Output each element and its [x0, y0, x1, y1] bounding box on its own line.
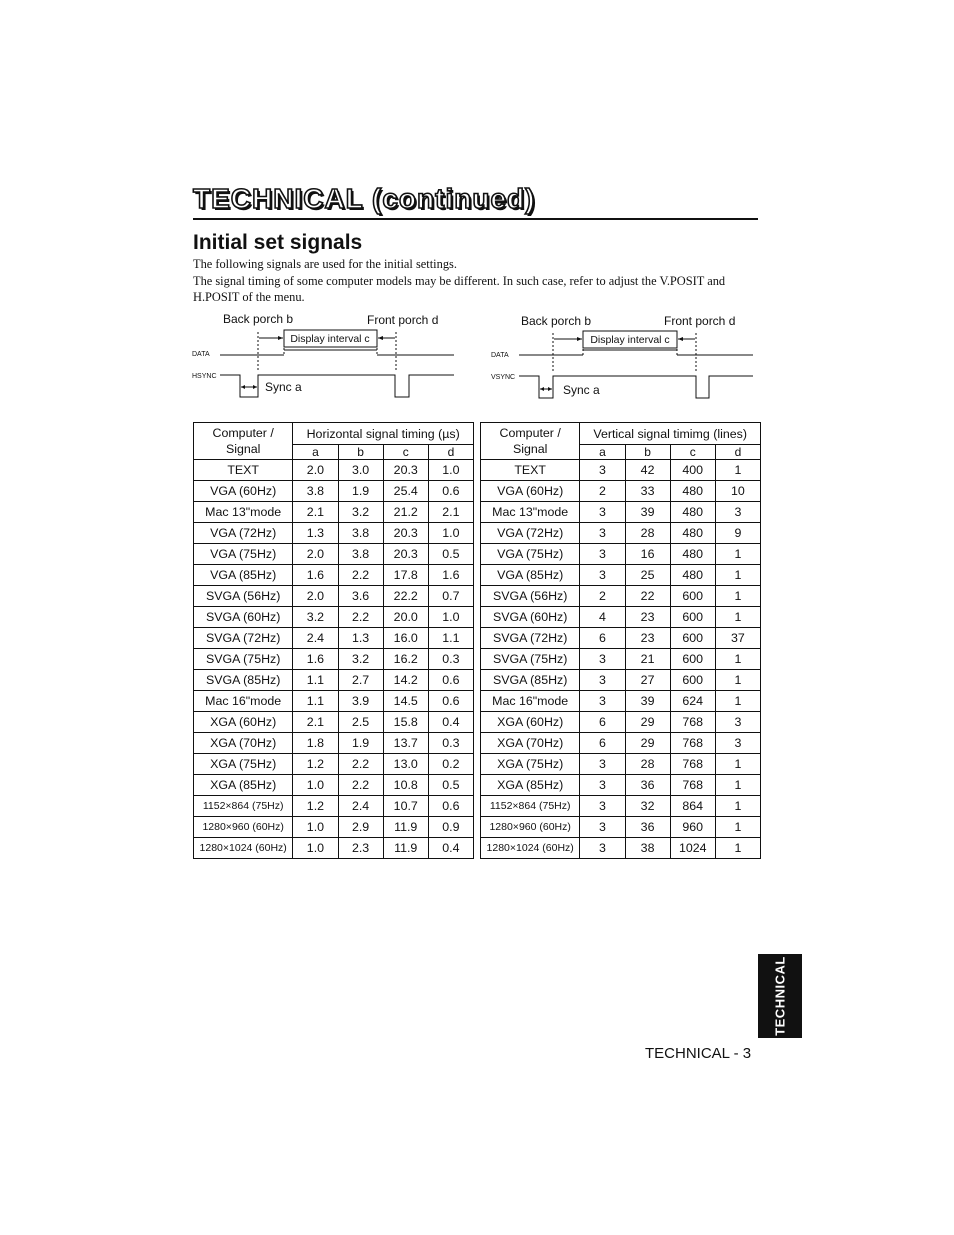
- table-row: [194, 775, 474, 796]
- timing-value-cell-c: 13.0: [383, 754, 428, 775]
- timing-value-cell-c: 20.0: [383, 607, 428, 628]
- timing-value-cell-a: 3: [580, 691, 625, 712]
- signal-name-cell: SVGA (56Hz): [194, 586, 293, 607]
- timing-value-cell-c: 22.2: [383, 586, 428, 607]
- timing-value-cell-b: 3.8: [338, 523, 383, 544]
- signal-name-cell: XGA (75Hz): [194, 754, 293, 775]
- intro-text: [193, 256, 753, 306]
- timing-value-cell-c: 600: [670, 586, 715, 607]
- signal-name-cell: 1280×960 (60Hz): [194, 817, 293, 838]
- timing-value-cell-a: 2.0: [293, 460, 338, 481]
- timing-value-cell-c: 480: [670, 523, 715, 544]
- timing-value-cell-d: 1.0: [428, 460, 473, 481]
- table-row: [194, 607, 474, 628]
- timing-value-cell-d: 0.5: [428, 775, 473, 796]
- table-row: [481, 691, 761, 712]
- column-header-d: d: [715, 445, 760, 460]
- signal-name-cell: 1280×1024 (60Hz): [481, 838, 580, 859]
- back-porch-label: Back porch b: [521, 314, 592, 328]
- timing-value-cell-c: 16.2: [383, 649, 428, 670]
- timing-value-cell-b: 38: [625, 838, 670, 859]
- table-row: [481, 670, 761, 691]
- timing-value-cell-b: 22: [625, 586, 670, 607]
- timing-value-cell-c: 600: [670, 649, 715, 670]
- timing-value-cell-c: 480: [670, 502, 715, 523]
- timing-value-cell-d: 1: [715, 817, 760, 838]
- signal-name-cell: TEXT: [481, 460, 580, 481]
- intro-line-1: The following signals are used for the initial settings.: [193, 257, 457, 271]
- signal-name-cell: SVGA (72Hz): [194, 628, 293, 649]
- signal-name-cell: Mac 13"mode: [481, 502, 580, 523]
- timing-value-cell-b: 33: [625, 481, 670, 502]
- timing-value-cell-b: 16: [625, 544, 670, 565]
- timing-value-cell-c: 400: [670, 460, 715, 481]
- signal-name-cell: 1280×1024 (60Hz): [194, 838, 293, 859]
- timing-value-cell-d: 0.2: [428, 754, 473, 775]
- table-row: [194, 817, 474, 838]
- timing-value-cell-d: 1: [715, 586, 760, 607]
- timing-value-cell-b: 2.2: [338, 565, 383, 586]
- table-row: [194, 733, 474, 754]
- table-row: [481, 544, 761, 565]
- timing-value-cell-a: 1.2: [293, 754, 338, 775]
- timing-value-cell-b: 25: [625, 565, 670, 586]
- signal-name-cell: SVGA (72Hz): [481, 628, 580, 649]
- timing-value-cell-c: 13.7: [383, 733, 428, 754]
- timing-value-cell-b: 3.6: [338, 586, 383, 607]
- vertical-timing-table: [480, 422, 761, 859]
- timing-value-cell-c: 624: [670, 691, 715, 712]
- timing-value-cell-d: 1: [715, 649, 760, 670]
- timing-value-cell-c: 1024: [670, 838, 715, 859]
- signal-name-cell: 1280×960 (60Hz): [481, 817, 580, 838]
- timing-value-cell-d: 0.7: [428, 586, 473, 607]
- timing-value-cell-b: 28: [625, 754, 670, 775]
- timing-value-cell-d: 1.1: [428, 628, 473, 649]
- table-row: [194, 523, 474, 544]
- table-row: [194, 670, 474, 691]
- display-interval-label: Display interval c: [590, 334, 670, 346]
- signal-name-cell: VGA (75Hz): [194, 544, 293, 565]
- signal-name-cell: Mac 13"mode: [194, 502, 293, 523]
- table-row: [481, 481, 761, 502]
- signal-name-cell: XGA (60Hz): [481, 712, 580, 733]
- timing-value-cell-c: 11.9: [383, 838, 428, 859]
- column-header-c: c: [383, 445, 428, 460]
- table-row: [481, 775, 761, 796]
- table-row: [194, 754, 474, 775]
- timing-value-cell-c: 16.0: [383, 628, 428, 649]
- timing-value-cell-d: 0.4: [428, 838, 473, 859]
- timing-value-cell-d: 1: [715, 775, 760, 796]
- column-header-d: d: [428, 445, 473, 460]
- section-title: Initial set signals: [193, 231, 363, 254]
- column-header-c: c: [670, 445, 715, 460]
- table-row: [194, 460, 474, 481]
- intro-line-2: The signal timing of some computer models may be different. In such case, refer to adjust the V.POSIT and H.POSIT of the menu.: [193, 273, 726, 304]
- timing-value-cell-b: 3.9: [338, 691, 383, 712]
- timing-value-cell-c: 20.3: [383, 544, 428, 565]
- front-porch-label: Front porch d: [367, 313, 439, 327]
- back-porch-label: Back porch b: [223, 312, 294, 326]
- timing-value-cell-c: 10.7: [383, 796, 428, 817]
- timing-value-cell-c: 600: [670, 670, 715, 691]
- timing-value-cell-a: 1.6: [293, 649, 338, 670]
- signal-name-cell: SVGA (60Hz): [194, 607, 293, 628]
- signal-name-cell: SVGA (85Hz): [481, 670, 580, 691]
- table-row: [481, 460, 761, 481]
- timing-value-cell-a: 3.8: [293, 481, 338, 502]
- column-header-b: b: [338, 445, 383, 460]
- vertical-timing-diagram: [489, 311, 764, 406]
- signal-name-cell: SVGA (85Hz): [194, 670, 293, 691]
- vsync-signal-label: VSYNC: [491, 374, 516, 381]
- table-row: [194, 586, 474, 607]
- timing-value-cell-b: 21: [625, 649, 670, 670]
- timing-value-cell-a: 3: [580, 754, 625, 775]
- data-signal-label: DATA: [192, 351, 210, 358]
- timing-value-cell-a: 1.1: [293, 691, 338, 712]
- table-row: [481, 649, 761, 670]
- timing-value-cell-d: 0.3: [428, 733, 473, 754]
- timing-value-cell-a: 3: [580, 649, 625, 670]
- sync-caption-label: Sync a: [265, 380, 302, 394]
- timing-value-cell-b: 1.3: [338, 628, 383, 649]
- section-side-tab: [758, 954, 802, 1038]
- timing-value-cell-d: 1: [715, 565, 760, 586]
- timing-value-cell-a: 3: [580, 502, 625, 523]
- table-row: [481, 838, 761, 859]
- table-row: [194, 502, 474, 523]
- signal-name-cell: VGA (60Hz): [194, 481, 293, 502]
- timing-value-cell-c: 600: [670, 607, 715, 628]
- table-row: [481, 523, 761, 544]
- signal-name-cell: 1152×864 (75Hz): [481, 796, 580, 817]
- timing-value-cell-a: 1.2: [293, 796, 338, 817]
- timing-value-cell-d: 1: [715, 544, 760, 565]
- timing-value-cell-d: 0.6: [428, 796, 473, 817]
- timing-value-cell-d: 37: [715, 628, 760, 649]
- timing-value-cell-d: 1: [715, 670, 760, 691]
- timing-value-cell-a: 1.8: [293, 733, 338, 754]
- timing-value-cell-a: 1.0: [293, 775, 338, 796]
- timing-value-cell-d: 2.1: [428, 502, 473, 523]
- timing-value-cell-c: 480: [670, 544, 715, 565]
- timing-group-header: Horizontal signal timing (µs): [293, 423, 474, 445]
- timing-value-cell-b: 32: [625, 796, 670, 817]
- signal-name-cell: SVGA (56Hz): [481, 586, 580, 607]
- timing-value-cell-c: 17.8: [383, 565, 428, 586]
- timing-value-cell-c: 960: [670, 817, 715, 838]
- timing-value-cell-a: 3: [580, 565, 625, 586]
- timing-value-cell-d: 1.0: [428, 523, 473, 544]
- timing-value-cell-a: 6: [580, 712, 625, 733]
- signal-name-cell: XGA (70Hz): [194, 733, 293, 754]
- timing-value-cell-c: 864: [670, 796, 715, 817]
- timing-value-cell-c: 768: [670, 775, 715, 796]
- timing-value-cell-d: 1.0: [428, 607, 473, 628]
- signal-column-header: Computer / Signal: [481, 423, 580, 460]
- timing-value-cell-a: 1.0: [293, 817, 338, 838]
- timing-value-cell-b: 39: [625, 502, 670, 523]
- front-porch-label: Front porch d: [664, 314, 736, 328]
- timing-value-cell-d: 3: [715, 502, 760, 523]
- header-rule: [193, 218, 758, 220]
- timing-value-cell-b: 1.9: [338, 733, 383, 754]
- signal-name-cell: SVGA (75Hz): [194, 649, 293, 670]
- table-row: [194, 628, 474, 649]
- timing-value-cell-b: 3.8: [338, 544, 383, 565]
- timing-value-cell-a: 3: [580, 838, 625, 859]
- table-row: [481, 754, 761, 775]
- timing-value-cell-d: 1.6: [428, 565, 473, 586]
- timing-value-cell-c: 480: [670, 481, 715, 502]
- timing-value-cell-a: 3: [580, 796, 625, 817]
- side-tab-label: TECHNICAL: [772, 956, 788, 1036]
- timing-value-cell-b: 42: [625, 460, 670, 481]
- timing-value-cell-b: 23: [625, 628, 670, 649]
- table-row: [481, 502, 761, 523]
- table-row: [481, 565, 761, 586]
- signal-name-cell: VGA (75Hz): [481, 544, 580, 565]
- timing-value-cell-d: 3: [715, 712, 760, 733]
- timing-value-cell-d: 9: [715, 523, 760, 544]
- timing-value-cell-c: 480: [670, 565, 715, 586]
- column-header-a: a: [580, 445, 625, 460]
- timing-value-cell-a: 2: [580, 586, 625, 607]
- signal-name-cell: SVGA (60Hz): [481, 607, 580, 628]
- table-row: [194, 481, 474, 502]
- table-row: [481, 586, 761, 607]
- timing-value-cell-a: 3: [580, 817, 625, 838]
- timing-value-cell-a: 1.6: [293, 565, 338, 586]
- timing-value-cell-b: 29: [625, 712, 670, 733]
- timing-value-cell-b: 23: [625, 607, 670, 628]
- timing-value-cell-d: 0.4: [428, 712, 473, 733]
- timing-value-cell-b: 29: [625, 733, 670, 754]
- data-signal-label: DATA: [491, 352, 509, 359]
- table-row: [481, 796, 761, 817]
- timing-value-cell-c: 14.2: [383, 670, 428, 691]
- timing-value-cell-b: 3.0: [338, 460, 383, 481]
- horizontal-timing-diagram: [190, 310, 465, 405]
- table-row: [481, 628, 761, 649]
- table-row: [194, 565, 474, 586]
- timing-value-cell-c: 600: [670, 628, 715, 649]
- timing-value-cell-b: 1.9: [338, 481, 383, 502]
- timing-value-cell-a: 1.1: [293, 670, 338, 691]
- table-row: [481, 712, 761, 733]
- page-header-title: TECHNICAL (continued): [193, 183, 536, 214]
- timing-value-cell-b: 3.2: [338, 649, 383, 670]
- timing-value-cell-c: 768: [670, 733, 715, 754]
- timing-value-cell-b: 2.2: [338, 754, 383, 775]
- timing-value-cell-c: 11.9: [383, 817, 428, 838]
- timing-value-cell-a: 3: [580, 544, 625, 565]
- page-number: TECHNICAL - 3: [645, 1045, 752, 1062]
- timing-value-cell-b: 36: [625, 817, 670, 838]
- timing-value-cell-b: 2.4: [338, 796, 383, 817]
- signal-name-cell: VGA (72Hz): [194, 523, 293, 544]
- timing-value-cell-d: 0.5: [428, 544, 473, 565]
- timing-value-cell-a: 3: [580, 775, 625, 796]
- timing-value-cell-d: 0.3: [428, 649, 473, 670]
- sync-caption-label: Sync a: [563, 383, 600, 397]
- timing-value-cell-b: 2.7: [338, 670, 383, 691]
- timing-value-cell-d: 1: [715, 607, 760, 628]
- signal-name-cell: VGA (85Hz): [194, 565, 293, 586]
- signal-name-cell: XGA (85Hz): [194, 775, 293, 796]
- timing-value-cell-b: 2.3: [338, 838, 383, 859]
- timing-value-cell-a: 2.1: [293, 502, 338, 523]
- signal-column-header: Computer / Signal: [194, 423, 293, 460]
- timing-value-cell-d: 10: [715, 481, 760, 502]
- signal-name-cell: VGA (72Hz): [481, 523, 580, 544]
- timing-value-cell-c: 21.2: [383, 502, 428, 523]
- table-row: [194, 691, 474, 712]
- timing-value-cell-b: 39: [625, 691, 670, 712]
- timing-value-cell-a: 2: [580, 481, 625, 502]
- signal-name-cell: XGA (85Hz): [481, 775, 580, 796]
- signal-name-cell: XGA (70Hz): [481, 733, 580, 754]
- signal-name-cell: XGA (60Hz): [194, 712, 293, 733]
- timing-value-cell-d: 0.9: [428, 817, 473, 838]
- signal-name-cell: VGA (85Hz): [481, 565, 580, 586]
- timing-value-cell-b: 2.5: [338, 712, 383, 733]
- timing-value-cell-c: 10.8: [383, 775, 428, 796]
- signal-name-cell: 1152×864 (75Hz): [194, 796, 293, 817]
- timing-value-cell-b: 3.2: [338, 502, 383, 523]
- hsync-signal-label: HSYNC: [192, 373, 217, 380]
- timing-value-cell-d: 0.6: [428, 481, 473, 502]
- timing-value-cell-d: 1: [715, 754, 760, 775]
- signal-name-cell: XGA (75Hz): [481, 754, 580, 775]
- timing-value-cell-a: 3: [580, 670, 625, 691]
- timing-value-cell-b: 2.2: [338, 775, 383, 796]
- timing-value-cell-a: 1.3: [293, 523, 338, 544]
- display-interval-label: Display interval c: [290, 333, 370, 345]
- timing-value-cell-c: 15.8: [383, 712, 428, 733]
- timing-value-cell-c: 25.4: [383, 481, 428, 502]
- table-row: [194, 796, 474, 817]
- timing-value-cell-c: 14.5: [383, 691, 428, 712]
- signal-name-cell: Mac 16"mode: [481, 691, 580, 712]
- signal-name-cell: VGA (60Hz): [481, 481, 580, 502]
- table-row: [194, 712, 474, 733]
- timing-value-cell-d: 0.6: [428, 691, 473, 712]
- timing-value-cell-b: 36: [625, 775, 670, 796]
- signal-name-cell: SVGA (75Hz): [481, 649, 580, 670]
- timing-value-cell-d: 1: [715, 691, 760, 712]
- timing-value-cell-a: 6: [580, 733, 625, 754]
- column-header-a: a: [293, 445, 338, 460]
- timing-value-cell-c: 768: [670, 754, 715, 775]
- timing-value-cell-a: 2.0: [293, 586, 338, 607]
- table-row: [481, 817, 761, 838]
- signal-name-cell: TEXT: [194, 460, 293, 481]
- horizontal-timing-table: [193, 422, 474, 859]
- timing-value-cell-a: 3.2: [293, 607, 338, 628]
- table-row: [194, 838, 474, 859]
- timing-value-cell-c: 20.3: [383, 523, 428, 544]
- timing-value-cell-d: 1: [715, 460, 760, 481]
- signal-name-cell: Mac 16"mode: [194, 691, 293, 712]
- timing-value-cell-a: 6: [580, 628, 625, 649]
- timing-value-cell-d: 1: [715, 796, 760, 817]
- timing-value-cell-c: 20.3: [383, 460, 428, 481]
- table-row: [481, 733, 761, 754]
- timing-value-cell-d: 3: [715, 733, 760, 754]
- timing-group-header: Vertical signal timimg (lines): [580, 423, 761, 445]
- table-row: [194, 544, 474, 565]
- timing-value-cell-a: 4: [580, 607, 625, 628]
- timing-value-cell-a: 2.1: [293, 712, 338, 733]
- timing-value-cell-c: 768: [670, 712, 715, 733]
- table-row: [194, 649, 474, 670]
- column-header-b: b: [625, 445, 670, 460]
- timing-value-cell-a: 1.0: [293, 838, 338, 859]
- timing-value-cell-b: 27: [625, 670, 670, 691]
- timing-value-cell-a: 3: [580, 523, 625, 544]
- timing-value-cell-a: 2.4: [293, 628, 338, 649]
- table-row: [481, 607, 761, 628]
- timing-value-cell-a: 3: [580, 460, 625, 481]
- timing-value-cell-b: 28: [625, 523, 670, 544]
- timing-value-cell-a: 2.0: [293, 544, 338, 565]
- timing-value-cell-d: 1: [715, 838, 760, 859]
- timing-value-cell-b: 2.9: [338, 817, 383, 838]
- timing-value-cell-d: 0.6: [428, 670, 473, 691]
- timing-value-cell-b: 2.2: [338, 607, 383, 628]
